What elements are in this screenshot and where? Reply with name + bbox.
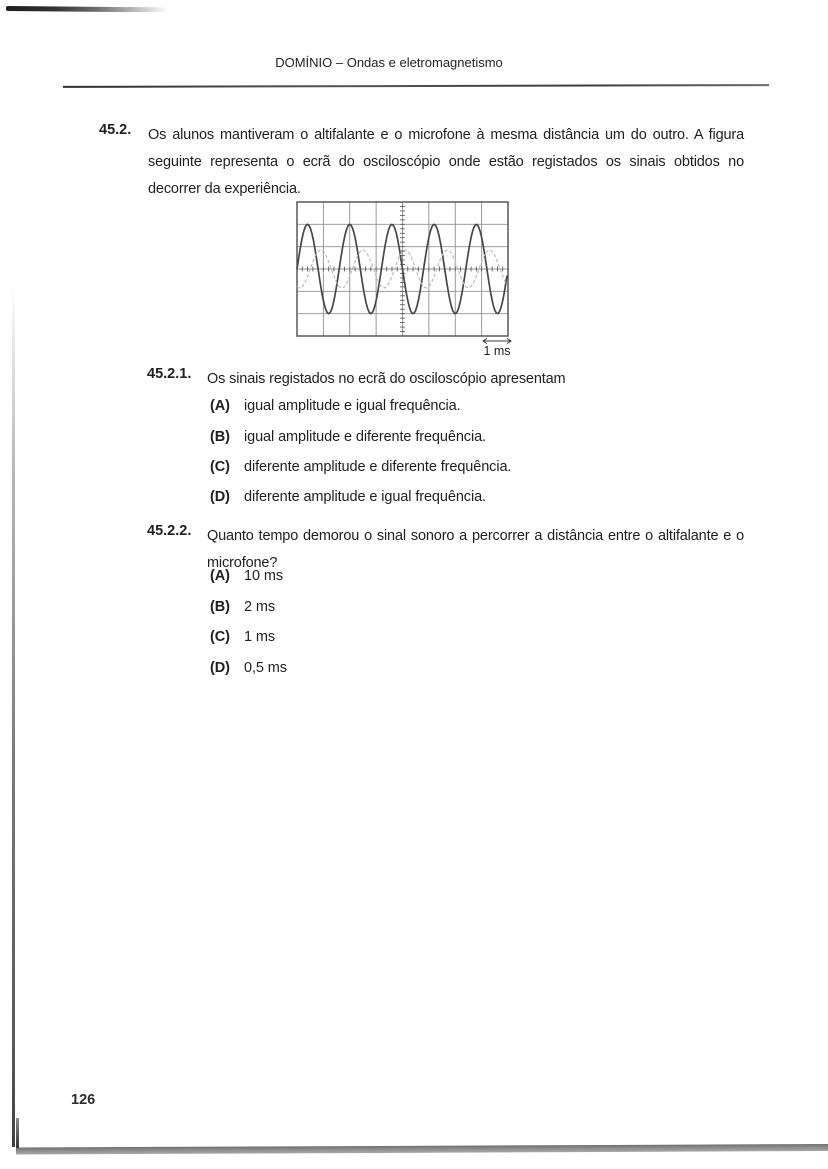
- option-letter: (D): [210, 489, 230, 505]
- option-45-2-2-a: [210, 568, 283, 584]
- page-header: DOMÍNIO – Ondas e eletromagnetismo: [275, 55, 503, 70]
- option-text: 0,5 ms: [244, 660, 287, 676]
- option-45-2-1-c: [210, 459, 511, 475]
- option-45-2-2-b: [210, 599, 275, 615]
- header-rule: [63, 84, 769, 88]
- option-45-2-2-d: [210, 660, 287, 676]
- option-45-2-1-b: [210, 429, 486, 445]
- subquestion-2-text: Quanto tempo demorou o sinal sonoro a percorrer a distância entre o altifalante e o microfone?: [207, 528, 744, 571]
- option-letter: (A): [210, 398, 230, 414]
- scan-artifact-bottom-corner: [16, 1118, 19, 1148]
- scale-label: 1 ms: [483, 344, 511, 358]
- option-text: igual amplitude e igual frequência.: [244, 398, 461, 414]
- question-number: 45.2.: [99, 122, 132, 138]
- option-text: 2 ms: [244, 599, 276, 615]
- subquestion-1-text: Os sinais registados no ecrã do osciloscópio apresentam: [207, 371, 566, 387]
- option-letter: (D): [210, 660, 230, 676]
- option-letter: (C): [210, 629, 230, 645]
- option-45-2-1-a: [210, 398, 461, 414]
- option-45-2-1-d: [210, 489, 486, 505]
- option-45-2-2-c: [210, 629, 275, 645]
- page-number: 126: [71, 1092, 96, 1108]
- oscilloscope-figure: [296, 201, 509, 342]
- option-letter: (B): [210, 429, 230, 445]
- option-text: diferente amplitude e diferente frequência.: [244, 459, 512, 475]
- option-text: 10 ms: [244, 568, 283, 584]
- option-text: diferente amplitude e igual frequência.: [244, 489, 486, 505]
- option-text: 1 ms: [244, 629, 276, 645]
- subquestion-2-number: 45.2.2.: [147, 523, 192, 539]
- option-text: igual amplitude e diferente frequência.: [244, 429, 486, 445]
- scan-artifact-top-streak: [6, 6, 168, 12]
- question-text: Os alunos mantiveram o altifalante e o microfone à mesma distância um do outro. A figura seguinte representa o ecrã do osciloscópio onde estão registados os sinais obtidos no decorrer da experiência.: [148, 127, 744, 197]
- option-letter: (C): [210, 459, 230, 475]
- option-letter: (A): [210, 568, 230, 584]
- subquestion-1-number: 45.2.1.: [147, 366, 192, 382]
- option-letter: (B): [210, 599, 230, 615]
- time-scale: [479, 337, 515, 358]
- oscilloscope-screen: [296, 201, 509, 337]
- scan-artifact-left-edge: [12, 285, 15, 1147]
- scan-artifact-bottom-edge: [16, 1144, 828, 1155]
